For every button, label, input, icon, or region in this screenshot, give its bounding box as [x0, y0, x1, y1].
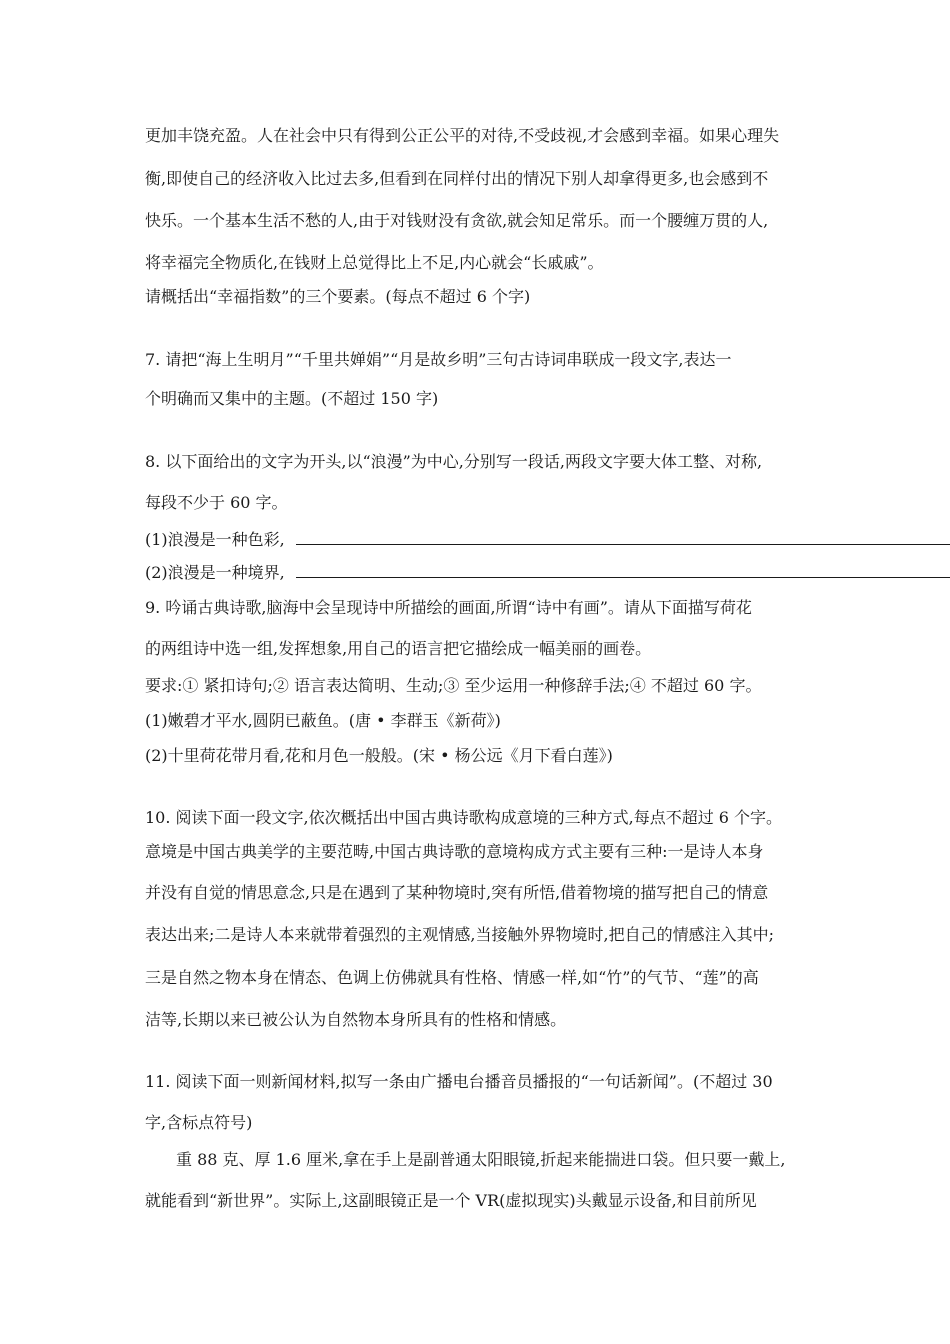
poem-option-2: (2)十里荷花带月看,花和月色一般般。(宋 • 杨公远《月下看白莲》) — [145, 746, 613, 765]
passage-line: 并没有自觉的情思意念,只是在遇到了某种物境时,突有所悟,借着物境的描写把自己的情意 — [145, 883, 769, 902]
question-11-line: 字,含标点符号) — [145, 1113, 253, 1132]
passage-line: 洁等,长期以来已被公认为自然物本身所具有的性格和情感。 — [145, 1010, 567, 1029]
poem-option-1: (1)嫩碧才平水,圆阴已蔽鱼。(唐 • 李群玉《新荷》) — [145, 711, 501, 730]
question-10-prompt: 10. 阅读下面一段文字,依次概括出中国古典诗歌构成意境的三种方式,每点不超过 6 个字。 — [145, 808, 783, 827]
question-8-line: 每段不少于 60 字。 — [145, 493, 288, 512]
question-8-item-1: (1)浪漫是一种色彩, — [145, 530, 285, 549]
passage-line: 三是自然之物本身在情态、色调上仿佛就具有性格、情感一样,如“竹”的气节、“莲”的高 — [145, 968, 759, 987]
passage-line: 快乐。一个基本生活不愁的人,由于对钱财没有贪欲,就会知足常乐。而一个腰缠万贯的人, — [145, 211, 769, 230]
question-6-prompt: 请概括出“幸福指数”的三个要素。(每点不超过 6 个字) — [145, 287, 531, 306]
passage-line: 将幸福完全物质化,在钱财上总觉得比上不足,内心就会“长戚戚”。 — [145, 253, 604, 272]
answer-blank-1[interactable] — [296, 544, 950, 545]
question-9-requirements: 要求:① 紧扣诗句;② 语言表达简明、生动;③ 至少运用一种修辞手法;④ 不超过 60 字。 — [145, 676, 762, 695]
question-7-line: 7. 请把“海上生明月”“千里共婵娟”“月是故乡明”三句古诗词串联成一段文字,表达一 — [145, 350, 732, 369]
passage-line: 衡,即使自己的经济收入比过去多,但看到在同样付出的情况下别人却拿得更多,也会感到不 — [145, 169, 769, 188]
question-9-line: 9. 吟诵古典诗歌,脑海中会呈现诗中所描绘的画面,所谓“诗中有画”。请从下面描写荷花 — [145, 598, 752, 617]
answer-blank-2[interactable] — [296, 577, 950, 578]
question-8-item-2: (2)浪漫是一种境界, — [145, 563, 285, 582]
question-7-line: 个明确而又集中的主题。(不超过 150 字) — [145, 389, 439, 408]
question-8-line: 8. 以下面给出的文字为开头,以“浪漫”为中心,分别写一段话,两段文字要大体工整、对称, — [145, 452, 763, 471]
question-11-line: 11. 阅读下面一则新闻材料,拟写一条由广播电台播音员播报的“一句话新闻”。(不超过 30 — [145, 1072, 773, 1091]
news-passage-line: 就能看到“新世界”。实际上,这副眼镜正是一个 VR(虚拟现实)头戴显示设备,和目前所见 — [145, 1191, 757, 1210]
passage-line: 意境是中国古典美学的主要范畴,中国古典诗歌的意境构成方式主要有三种:一是诗人本身 — [145, 842, 764, 861]
passage-line: 更加丰饶充盈。人在社会中只有得到公正公平的对待,不受歧视,才会感到幸福。如果心理失 — [145, 126, 780, 145]
passage-line: 表达出来;二是诗人本来就带着强烈的主观情感,当接触外界物境时,把自己的情感注入其中; — [145, 925, 774, 944]
news-passage-line: 重 88 克、厚 1.6 厘米,拿在手上是副普通太阳眼镜,折起来能揣进口袋。但只要一戴上, — [176, 1150, 786, 1169]
question-9-line: 的两组诗中选一组,发挥想象,用自己的语言把它描绘成一幅美丽的画卷。 — [145, 639, 652, 658]
